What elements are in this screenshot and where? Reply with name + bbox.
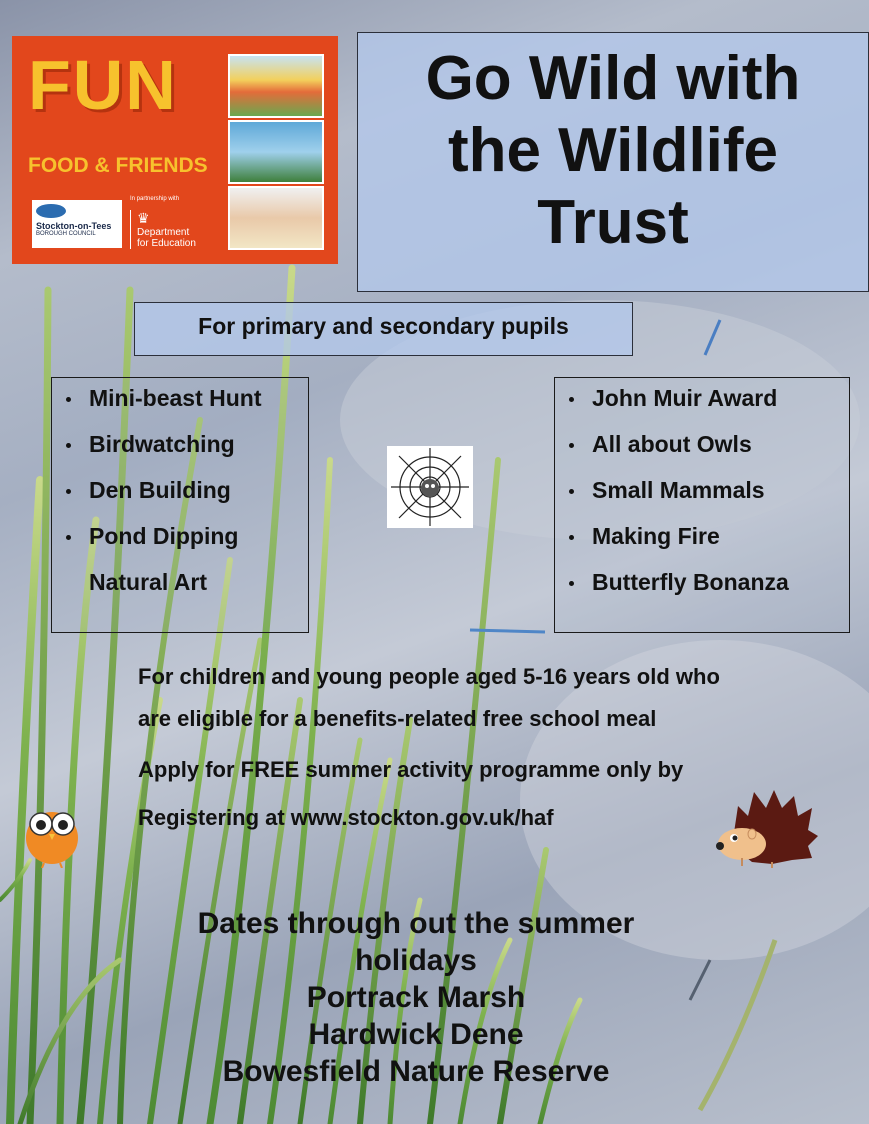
photo-children-jumping — [228, 120, 324, 184]
page-title — [358, 43, 868, 259]
list-item — [66, 569, 207, 596]
spider-web-icon — [387, 446, 473, 528]
bullet-icon — [569, 489, 574, 494]
list-item-label: Mini-beast Hunt — [89, 385, 262, 411]
food-friends-wordmark: FOOD & FRIENDS — [28, 154, 208, 177]
owl-icon — [22, 800, 82, 868]
list-item-label: Small Mammals — [592, 477, 765, 503]
list-item — [569, 385, 777, 412]
list-item — [569, 431, 752, 458]
eligibility-line-2: are eligible for a benefits-related free school meal — [138, 706, 657, 731]
bullet-icon — [66, 443, 71, 448]
list-item — [569, 477, 765, 504]
title-line-1: Go Wild with — [425, 44, 801, 113]
subtitle-box — [134, 302, 633, 356]
location-portrack-marsh: Portrack Marsh — [306, 981, 526, 1014]
location-bowesfield: Bowesfield Nature Reserve — [222, 1055, 610, 1088]
bullet-icon — [66, 397, 71, 402]
list-item — [569, 569, 789, 596]
bullet-icon — [569, 443, 574, 448]
list-item-label: Butterfly Bonanza — [592, 569, 789, 595]
activities-left-list — [51, 377, 309, 633]
fun-food-friends-logo — [12, 36, 338, 264]
dates-block — [100, 905, 732, 1090]
eligibility-line-1: For children and young people aged 5-16 years old who — [138, 664, 720, 689]
partnership-text: In partnership with — [130, 196, 180, 202]
list-item-label: Natural Art — [89, 569, 207, 595]
list-item — [66, 431, 235, 458]
council-sub: BOROUGH COUNCIL — [36, 231, 96, 237]
bullet-icon — [66, 489, 71, 494]
council-swoosh-icon — [36, 204, 66, 218]
photo-children-eating — [228, 186, 324, 250]
list-item — [66, 477, 231, 504]
bullet-icon — [569, 535, 574, 540]
list-item-label: Birdwatching — [89, 431, 235, 457]
list-item-label: Pond Dipping — [89, 523, 239, 549]
location-hardwick-dene: Hardwick Dene — [308, 1018, 524, 1051]
bullet-icon — [569, 397, 574, 402]
title-line-3: Trust — [537, 188, 689, 257]
title-box — [357, 32, 869, 292]
list-item-label: Den Building — [89, 477, 231, 503]
activities-right-list — [554, 377, 850, 633]
apply-line: Apply for FREE summer activity programme only by — [138, 757, 684, 782]
register-link[interactable]: Registering at www.stockton.gov.uk/haf — [138, 805, 554, 830]
list-item — [569, 523, 720, 550]
subtitle: For primary and secondary pupils — [198, 313, 569, 339]
title-line-2: the Wildlife — [447, 116, 779, 185]
dfe-line1: Department — [137, 227, 190, 238]
fun-wordmark: FUN — [28, 46, 178, 124]
hedgehog-icon — [712, 786, 820, 870]
list-item — [66, 523, 238, 550]
bullet-icon — [569, 581, 574, 586]
council-logo — [32, 200, 122, 248]
council-name: Stockton-on-Tees — [36, 221, 112, 231]
dates-line-1: Dates through out the summer — [197, 907, 635, 940]
crest-icon: ♛ — [137, 210, 150, 226]
dates-line-2: holidays — [355, 944, 477, 977]
list-item-label: Making Fire — [592, 523, 720, 549]
photo-children-parachute — [228, 54, 324, 118]
dfe-logo — [130, 196, 220, 256]
bullet-icon — [66, 535, 71, 540]
dfe-line2: for Education — [137, 238, 196, 249]
list-item-label: John Muir Award — [592, 385, 778, 411]
list-item — [66, 385, 262, 412]
list-item-label: All about Owls — [592, 431, 752, 457]
